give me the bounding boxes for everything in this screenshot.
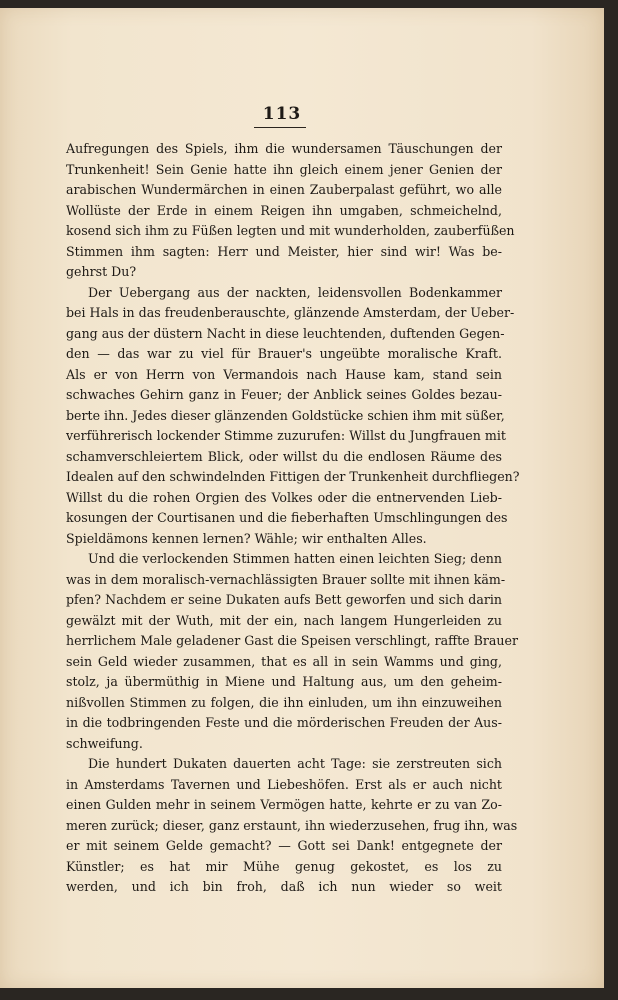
text-line: berte ihn. Jedes dieser glänzenden Goldstücke schien ihm mit süßer, bbox=[66, 407, 505, 423]
text-line: gang aus der düstern Nacht in diese leuchtenden, duftenden Gegen- bbox=[66, 325, 505, 341]
text-line: herrlichem Male geladener Gast die Speisen verschlingt, raffte Brauer bbox=[66, 633, 518, 648]
text-line: sein Geld wieder zusammen, that es all in sein Wamms und ging, bbox=[66, 653, 502, 669]
text-line: Idealen auf den schwindelnden Fittigen der Trunkenheit durchfliegen? bbox=[66, 469, 520, 484]
text-line: kosend sich ihm zu Füßen legten und mit wunderholden, zauberfüßen bbox=[66, 223, 515, 238]
text-line: was in dem moralisch-vernachlässigten Brauer sollte mit ihnen käm- bbox=[66, 571, 506, 587]
text-line: Wollüste der Erde in einem Reigen ihn umgaben, schmeichelnd, bbox=[66, 202, 502, 218]
text-line: Aufregungen des Spiels, ihm die wundersamen Täuschungen der bbox=[66, 141, 502, 156]
text-line: er mit seinem Gelde gemacht? — Gott sei Dank! entgegnete der bbox=[66, 838, 502, 853]
body-text bbox=[66, 139, 520, 898]
text-line: den — das war zu viel für Brauer's ungeübte moralische Kraft. bbox=[66, 346, 502, 361]
text-line: Der Uebergang aus der nackten, leidensvollen Bodenkammer bbox=[88, 284, 502, 300]
text-line: gehrst Du? bbox=[66, 264, 137, 279]
text-line: Stimmen ihm sagten: Herr und Meister, hier sind wir! Was be- bbox=[66, 243, 502, 259]
text-line: Willst du die rohen Orgien des Volkes oder die entnervenden Lieb- bbox=[66, 489, 502, 505]
text-line: Spieldämons kennen lernen? Wähle; wir enthalten Alles. bbox=[66, 530, 427, 546]
text-line: verführerisch lockender Stimme zuzurufen: Willst du Jungfrauen mit bbox=[66, 428, 506, 443]
text-line: schweifung. bbox=[66, 735, 143, 751]
text-line: schamverschleiertem Blick, oder willst du die endlosen Räume des bbox=[66, 448, 502, 464]
text-line: stolz, ja übermüthig in Miene und Haltung aus, um den geheim- bbox=[66, 674, 502, 689]
text-line: meren zurück; dieser, ganz erstaunt, ihn wiederzusehen, frug ihn, was bbox=[66, 817, 518, 833]
text-line: schwaches Gehirn ganz in Feuer; der Anblick seines Goldes bezau- bbox=[66, 387, 502, 402]
text-line: bei Hals in das freudenberauschte, glänzende Amsterdam, der Ueber- bbox=[66, 305, 515, 320]
text-line: Und die verlockenden Stimmen hatten einen leichten Sieg; denn bbox=[88, 551, 502, 566]
text-line: in die todbringenden Feste und die mörderischen Freuden der Aus- bbox=[66, 715, 502, 730]
text-line: Die hundert Dukaten dauerten acht Tage: sie zerstreuten sich bbox=[88, 756, 502, 771]
text-line: einen Gulden mehr in seinem Vermögen hatte, kehrte er zu van Zo- bbox=[66, 797, 502, 812]
text-line: nißvollen Stimmen zu folgen, die ihn einluden, um ihn einzuweihen bbox=[66, 694, 502, 710]
text-line: werden, und ich bin froh, daß ich nun wieder so weit bbox=[66, 879, 502, 894]
text-line: kosungen der Courtisanen und die fieberhaften Umschlingungen des bbox=[66, 510, 508, 525]
text-line: Trunkenheit! Sein Genie hatte ihn gleich einem jener Genien der bbox=[66, 161, 502, 177]
book-page bbox=[0, 8, 604, 988]
text-line: pfen? Nachdem er seine Dukaten aufs Bett geworfen und sich darin bbox=[66, 592, 502, 607]
page-number-rule bbox=[254, 127, 306, 128]
text-line: arabischen Wundermärchen in einen Zauberpalast geführt, wo alle bbox=[66, 182, 502, 197]
text-line: in Amsterdams Tavernen und Liebeshöfen. Erst als er auch nicht bbox=[66, 776, 502, 792]
text-line: Künstler; es hat mir Mühe genug gekostet, es los zu bbox=[66, 858, 502, 874]
text-line: Als er von Herrn von Vermandois nach Hause kam, stand sein bbox=[66, 366, 502, 382]
text-line: gewälzt mit der Wuth, mit der ein, nach langem Hungerleiden zu bbox=[66, 612, 502, 628]
page-number: 113 bbox=[262, 104, 302, 124]
